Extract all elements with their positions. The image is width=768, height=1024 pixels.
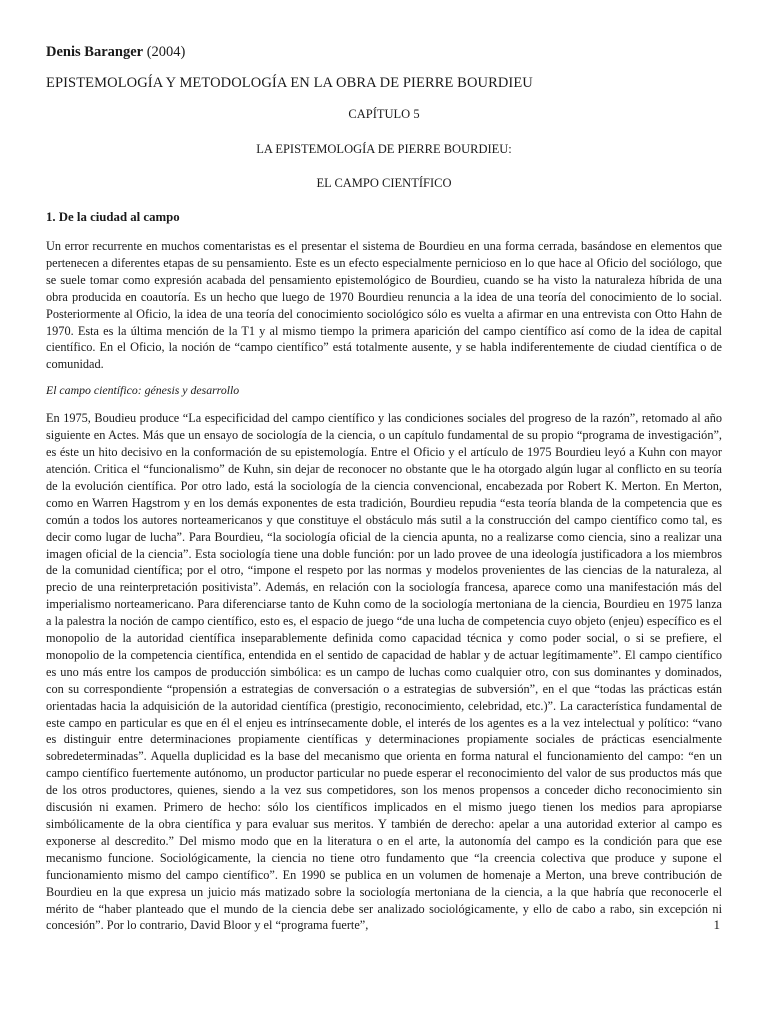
subsection-heading: El campo científico: génesis y desarrollo xyxy=(46,383,240,398)
chapter-subtitle: EL CAMPO CIENTÍFICO xyxy=(316,176,452,190)
page-number: 1 xyxy=(713,917,720,932)
paragraph-2: En 1975, Boudieu produce “La especificidad del campo científico y las condiciones sociales del progreso de la razón”, retomado al año siguiente en Actes. Más que un ensayo de sociología de la ciencia, o un capítulo fundamental de su propio “programa de investigación”, es éste un hito decisivo en la conformación de su epistemología. Entre el Oficio y el artículo de 1975 Bourdieu leyó a Kuhn con mayor atención. Critica el “funcionalismo” de Kuhn, sin dejar de reconocer no obstante que le ha otorgado algún lugar al conflicto en su teoría de la evolución científica. Por otro lado, está la sociología de la ciencia convencional, encabezada por Robert K. Merton. En Merton, como en Warren Hagstrom y en los demás exponentes de esta tradición, Bourdieu repudia “esta teoría blanda de la competencia que es común a todos los autores norteamericanos y que constituye el obstáculo más sutil a la construcción del campo científico como tal, es decir como lugar de lucha”. Para Bourdieu, “la sociología oficial de la ciencia apunta, no a realizarse como ciencia, sino a realizar una imagen oficial de la ciencia”. Esta sociología tiene una doble función: por un lado provee de una ideología justificadora a los miembros de la comunidad científica; por el otro, “impone el respeto por las normas y modelos provenientes de las ciencias de la naturaleza, al precio de una reinterpretación positivista”. Además, en relación con la sociología francesa, aparece como una manifestación más del imperialismo norteamericano. Para diferenciarse tanto de Kuhn como de la sociología mertoniana de la ciencia, Bourdieu en 1975 lanza a la palestra la noción de campo científico, esto es, el espacio de juego “de una lucha de competencia cuyo objeto (enjeu) específico es el monopolio de la autoridad científica inseparablemente definida como capacidad técnica y como poder social, o si se prefiere, el monopolio de la competencia científica, entendida en el sentido de capacidad de hablar y de actuar legítimamente”. El campo científico es uno más entre los campos de producción simbólica: es un campo de luchas como cualquier otro, con sus dominantes y dominados, con su correspondiente “propensión a estrategias de conversación o a estrategias de subversión”, en el que “todas las prácticas están orientadas hacia la adquisición de la autoridad científica (prestigio, reconocimiento, celebridad, etc.)”. La característica fundamental de este campo en particular es que en él el enjeu es intrínsecamente doble, el interés de los agentes es a la vez intelectual y político: “vano es distinguir entre determinaciones propiamente científicas y determinaciones propiamente sociales de prácticas esencialmente sobredeterminadas”. Aquella duplicidad es la base del mecanismo que orienta en forma natural el funcionamiento del campo: “en un campo científico fuertemente autónomo, un productor particular no puede esperar el reconocimiento del valor de sus productos más que de los otros productores, quienes, siendo a la vez sus competidores, son los menos propensos a conceder dicho reconocimiento sin discusión ni examen. Primero de hecho: sólo los científicos implicados en el mismo juego tienen los medios para apropiarse simbólicamente de la obra científica y para evaluar sus meritos. Y también de derecho: apelar a una autoridad exterior al campo es exponerse al descredito.” Del mismo modo que en la literatura o en el arte, la autonomía del campo es la condición para que ese mecanismo funcione. Sociológicamente, la ciencia no tiene otro fundamento que “la creencia colectiva que produce y supone el funcionamiento mismo del campo científico”. En 1990 se publica en un volumen de homenaje a Merton, una breve contribución de Bourdieu en la que expresa un juicio más matizado sobre la sociología mertoniana de la ciencia, a la que habría que reconocerle el mérito de “haber planteado que el mundo de la ciencia debe ser analizado sociológicamente, y ello de cabo a rabo, sin excepción ni concesión”. Por lo contrario, David Bloor y el “programa fuerte”, xyxy=(46,411,722,933)
section-heading: 1. De la ciudad al campo xyxy=(46,210,180,224)
author-name: Denis Baranger xyxy=(46,44,144,60)
chapter-title: LA EPISTEMOLOGÍA DE PIERRE BOURDIEU: xyxy=(256,142,512,156)
paragraph-1: Un error recurrente en muchos comentaristas es el presentar el sistema de Bourdieu en una forma cerrada, basándose en elementos que pertenecen a diferentes etapas de su pensamiento. Este es un efecto especialmente pernicioso en lo que hace al Oficio del sociólogo, que se suele tomar como expresión acabada del pensamiento epistemológico de Bourdieu, cuando se ha visto la naturaleza híbrida de una obra producida en coautoría. Es un hecho que luego de 1970 Bourdieu renuncia a la idea de una teoría del conocimiento de lo social. Posteriormente al Oficio, la idea de una teoría del conocimiento sociológico sólo es vuelta a afirmar en una entrevista con Otto Hahn de 1970. Esta es la última mención de la T1 y al mismo tiempo la primera aparición del campo científico así como de la idea de capital científico. En el Oficio, la noción de “campo científico” está totalmente ausente, y se habla indiferentemente de ciudad científica o de comunidad. xyxy=(46,239,722,372)
publication-year: (2004) xyxy=(146,44,186,60)
chapter-label: CAPÍTULO 5 xyxy=(348,107,420,121)
book-title: EPISTEMOLOGÍA Y METODOLOGÍA EN LA OBRA DE PIERRE BOURDIEU xyxy=(46,75,533,91)
author-line xyxy=(46,44,722,61)
